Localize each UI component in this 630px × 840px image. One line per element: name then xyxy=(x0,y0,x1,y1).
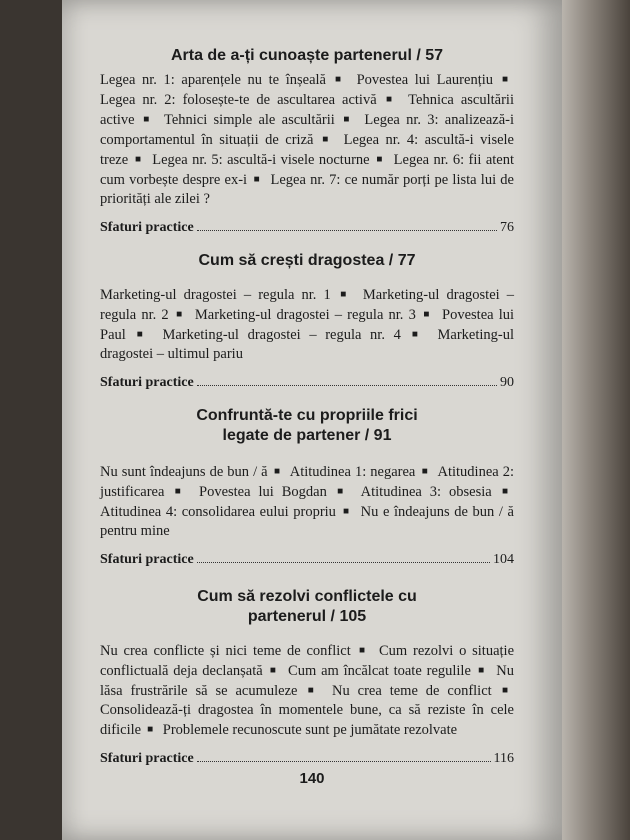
section-title: Cum să crești dragostea / 77 xyxy=(198,252,416,269)
toc-item: Povestea lui Laurențiu xyxy=(356,72,494,88)
bullet-icon: ■ xyxy=(341,506,350,517)
practical-tips-label: Sfaturi practice xyxy=(100,375,194,390)
section-title: Arta de a-ți cunoaște partenerul / 57 xyxy=(170,47,444,64)
practical-tips-row xyxy=(100,219,514,237)
toc-item: Atitudinea 1: negarea xyxy=(289,464,416,480)
practical-tips-page: 104 xyxy=(493,552,514,567)
bullet-icon: ■ xyxy=(421,466,429,477)
practical-tips-row xyxy=(100,374,514,392)
toc-item: Tehnici simple ale ascultării xyxy=(163,112,335,128)
bullet-icon: ■ xyxy=(336,289,350,300)
practical-tips-page: 90 xyxy=(500,375,514,390)
bullet-icon: ■ xyxy=(131,329,148,340)
bullet-icon: ■ xyxy=(497,685,509,696)
toc-item: Nu sunt îndeajuns de bun / ă xyxy=(100,464,268,480)
toc-item: Nu lăsa frustrările să se acumuleze xyxy=(100,663,514,699)
toc-section-4 xyxy=(100,587,514,768)
dot-leader xyxy=(197,385,497,386)
bullet-icon: ■ xyxy=(332,486,348,497)
dot-leader xyxy=(197,562,490,563)
practical-tips-page: 76 xyxy=(500,220,514,235)
bullet-icon: ■ xyxy=(140,114,152,125)
table-of-contents xyxy=(100,46,514,768)
bullet-icon: ■ xyxy=(174,309,184,320)
toc-item: Marketing-ul dragostei – ultimul pariu xyxy=(100,327,514,362)
section-title: Cum să rezolvi conflictele cu partenerul / 105 xyxy=(197,588,417,625)
dot-leader xyxy=(197,761,491,762)
page-number: 140 xyxy=(299,770,325,787)
bullet-icon: ■ xyxy=(331,74,344,85)
bullet-icon: ■ xyxy=(356,645,368,656)
bullet-icon: ■ xyxy=(147,724,154,735)
toc-item: Marketing-ul dragostei – regula nr. 1 xyxy=(100,287,331,303)
toc-item: Legea nr. 4: ascultă-i visele treze xyxy=(100,132,514,168)
toc-item: Problemele recunoscute sunt pe jumătate rezolvate xyxy=(162,722,458,738)
bullet-icon: ■ xyxy=(134,154,142,165)
bullet-icon: ■ xyxy=(421,309,431,320)
section-items xyxy=(100,70,514,209)
toc-section-3 xyxy=(100,406,514,569)
practical-tips-row xyxy=(100,750,514,768)
bullet-icon: ■ xyxy=(476,665,486,676)
toc-item: Atitudinea 2: justificarea xyxy=(100,464,515,500)
bullet-icon: ■ xyxy=(273,466,281,477)
toc-item: Povestea lui Paul xyxy=(100,307,515,343)
toc-item: Legea nr. 6: fii atent cum vorbește despre ex-i xyxy=(100,152,515,188)
toc-item: Legea nr. 3: analizează-i comportamentul în situații de criză xyxy=(100,112,515,148)
toc-item: Consolidează-ți dragostea în momentele bune, ca să reziste în cele dificile xyxy=(100,702,514,738)
toc-item: Tehnica ascultării active xyxy=(100,92,514,128)
toc-item: Nu crea teme de conflict xyxy=(332,683,492,699)
bullet-icon: ■ xyxy=(303,685,319,696)
practical-tips-label: Sfaturi practice xyxy=(100,220,194,235)
toc-item: Cum rezolvi o situație conflictuală deja declanșată xyxy=(100,643,514,679)
toc-item: Legea nr. 1: aparențele nu te înșeală xyxy=(100,72,326,88)
toc-item: Marketing-ul dragostei – regula nr. 3 xyxy=(194,307,416,323)
toc-item: Atitudinea 4: consolidarea eului propriu xyxy=(100,504,336,520)
toc-item: Nu crea conflicte și nici teme de conflict xyxy=(100,643,351,659)
section-title: Confruntă-te cu propriile frici legate de partener / 91 xyxy=(196,407,418,444)
toc-item: Povestea lui Bogdan xyxy=(199,484,327,500)
toc-section-1 xyxy=(100,46,514,237)
section-items xyxy=(100,462,514,541)
bullet-icon: ■ xyxy=(340,114,353,125)
book-page xyxy=(62,0,562,840)
toc-item: Atitudinea 3: obsesia xyxy=(360,484,492,500)
toc-item: Nu e îndeajuns de bun / ă pentru mine xyxy=(100,504,514,539)
section-items xyxy=(100,641,514,740)
bullet-icon: ■ xyxy=(406,329,423,340)
toc-item: Marketing-ul dragostei – regula nr. 2 xyxy=(100,287,515,323)
toc-item: Marketing-ul dragostei – regula nr. 4 xyxy=(162,327,401,343)
bullet-icon: ■ xyxy=(170,486,186,497)
book-spine-edge xyxy=(562,0,630,840)
practical-tips-row xyxy=(100,551,514,569)
dot-leader xyxy=(197,230,497,231)
toc-item: Legea nr. 7: ce număr porți pe lista lui de priorități ale zilei ? xyxy=(100,172,514,207)
bullet-icon: ■ xyxy=(268,665,278,676)
bullet-icon: ■ xyxy=(497,486,509,497)
section-items xyxy=(100,285,514,364)
toc-item: Cum am încălcat toate regulile xyxy=(288,663,471,679)
bullet-icon: ■ xyxy=(253,174,261,185)
bullet-icon: ■ xyxy=(375,154,384,165)
toc-item: Legea nr. 2: folosește-te de ascultarea activă xyxy=(100,92,377,108)
bullet-icon: ■ xyxy=(499,74,509,85)
practical-tips-label: Sfaturi practice xyxy=(100,552,194,567)
bullet-icon: ■ xyxy=(382,94,396,105)
toc-item: Legea nr. 5: ascultă-i visele nocturne xyxy=(152,152,370,168)
toc-section-2 xyxy=(100,251,514,392)
practical-tips-page: 116 xyxy=(493,751,514,766)
practical-tips-label: Sfaturi practice xyxy=(100,751,194,766)
bullet-icon: ■ xyxy=(319,134,332,145)
